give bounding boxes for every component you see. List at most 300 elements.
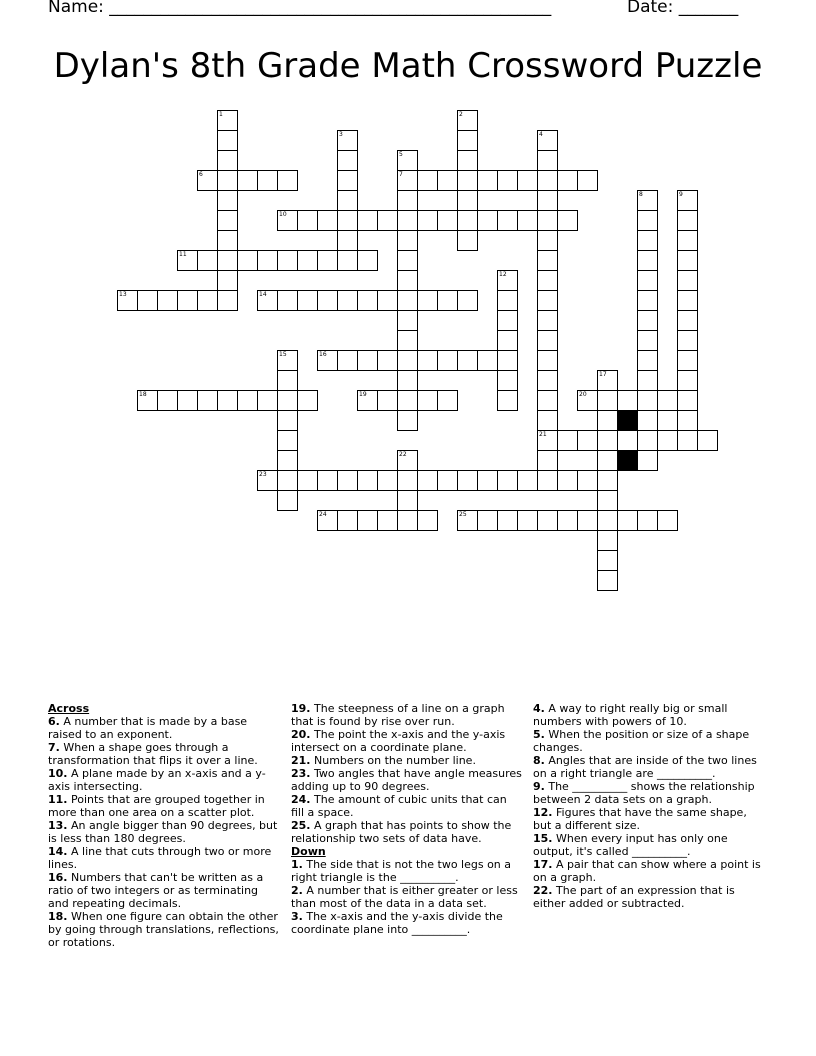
grid-cell[interactable] xyxy=(517,210,538,231)
grid-cell[interactable] xyxy=(637,370,658,391)
clue-section-heading: Across xyxy=(48,702,90,715)
grid-cell[interactable] xyxy=(217,390,238,411)
clue-text: Numbers on the number line. xyxy=(314,754,476,767)
grid-cell[interactable] xyxy=(477,170,498,191)
grid-cell[interactable] xyxy=(497,270,518,291)
grid-cell[interactable] xyxy=(317,210,338,231)
grid-cell[interactable] xyxy=(397,170,418,191)
clue-number: 19. xyxy=(291,702,311,715)
across-clue xyxy=(48,715,280,741)
grid-cell[interactable] xyxy=(417,210,438,231)
clue-text: A number that is made by a base raised to an exponent. xyxy=(48,715,248,741)
grid-cell[interactable] xyxy=(457,190,478,211)
date-field-label: Date: _______ xyxy=(627,0,739,17)
grid-cell[interactable] xyxy=(637,450,658,471)
grid-cell[interactable] xyxy=(637,430,658,451)
grid-cell[interactable] xyxy=(337,250,358,271)
grid-cell[interactable] xyxy=(397,270,418,291)
clue-number-label: 24 xyxy=(319,511,327,518)
clue-number-label: 4 xyxy=(539,131,543,138)
grid-cell[interactable] xyxy=(437,170,458,191)
grid-cell[interactable] xyxy=(677,330,698,351)
grid-cell[interactable] xyxy=(277,390,298,411)
grid-cell[interactable] xyxy=(217,290,238,311)
grid-cell[interactable] xyxy=(637,290,658,311)
grid-cell[interactable] xyxy=(537,330,558,351)
grid-cell[interactable] xyxy=(537,270,558,291)
down-clue xyxy=(533,728,765,754)
grid-cell[interactable] xyxy=(577,470,598,491)
grid-cell[interactable] xyxy=(437,290,458,311)
across-clue xyxy=(48,845,280,871)
grid-cell[interactable] xyxy=(197,290,218,311)
grid-cell[interactable] xyxy=(397,350,418,371)
grid-cell[interactable] xyxy=(537,350,558,371)
grid-cell[interactable] xyxy=(537,510,558,531)
grid-cell[interactable] xyxy=(337,470,358,491)
grid-cell[interactable] xyxy=(497,290,518,311)
grid-cell[interactable] xyxy=(377,470,398,491)
grid-cell[interactable] xyxy=(337,290,358,311)
grid-cell[interactable] xyxy=(677,190,698,211)
grid-cell[interactable] xyxy=(657,510,678,531)
grid-cell[interactable] xyxy=(337,210,358,231)
grid-cell[interactable] xyxy=(637,230,658,251)
grid-cell[interactable] xyxy=(577,510,598,531)
grid-cell[interactable] xyxy=(397,470,418,491)
grid-cell[interactable] xyxy=(597,430,618,451)
clue-text: A plane made by an x-axis and a y-axis intersecting. xyxy=(48,767,266,793)
grid-cell[interactable] xyxy=(217,170,238,191)
grid-cell[interactable] xyxy=(317,470,338,491)
grid-cell[interactable] xyxy=(537,450,558,471)
grid-cell[interactable] xyxy=(417,390,438,411)
grid-cell[interactable] xyxy=(517,510,538,531)
grid-cell[interactable] xyxy=(397,390,418,411)
grid-cell[interactable] xyxy=(397,290,418,311)
grid-cell[interactable] xyxy=(417,170,438,191)
grid-cell[interactable] xyxy=(397,330,418,351)
black-cell xyxy=(617,450,638,471)
grid-cell[interactable] xyxy=(557,210,578,231)
grid-cell[interactable] xyxy=(677,210,698,231)
clue-number: 11. xyxy=(48,793,68,806)
grid-cell[interactable] xyxy=(557,510,578,531)
clue-text: When one figure can obtain the other by going through translations, reflections, or rotations. xyxy=(48,910,279,949)
clue-number: 15. xyxy=(533,832,553,845)
grid-cell[interactable] xyxy=(237,250,258,271)
grid-cell[interactable] xyxy=(397,250,418,271)
grid-cell[interactable] xyxy=(277,250,298,271)
grid-cell[interactable] xyxy=(317,350,338,371)
grid-cell[interactable] xyxy=(457,150,478,171)
grid-cell[interactable] xyxy=(297,470,318,491)
grid-cell[interactable] xyxy=(357,510,378,531)
clue-text: A number that is either greater or less than most of the data in a data set. xyxy=(291,884,518,910)
grid-cell[interactable] xyxy=(497,470,518,491)
grid-cell[interactable] xyxy=(437,470,458,491)
down-clue xyxy=(533,832,765,858)
grid-cell[interactable] xyxy=(677,290,698,311)
clue-number-label: 5 xyxy=(399,151,403,158)
grid-cell[interactable] xyxy=(297,290,318,311)
grid-cell[interactable] xyxy=(677,270,698,291)
across-clue xyxy=(291,793,523,819)
clue-number: 7. xyxy=(48,741,60,754)
grid-cell[interactable] xyxy=(617,510,638,531)
grid-cell[interactable] xyxy=(417,350,438,371)
grid-cell[interactable] xyxy=(457,230,478,251)
grid-cell[interactable] xyxy=(417,470,438,491)
clue-text: A line that cuts through two or more lines. xyxy=(48,845,272,871)
grid-cell[interactable] xyxy=(677,370,698,391)
grid-cell[interactable] xyxy=(457,510,478,531)
grid-cell[interactable] xyxy=(597,550,618,571)
grid-cell[interactable] xyxy=(117,290,138,311)
grid-cell[interactable] xyxy=(597,510,618,531)
grid-cell[interactable] xyxy=(137,390,158,411)
grid-cell[interactable] xyxy=(637,190,658,211)
grid-cell[interactable] xyxy=(657,390,678,411)
grid-cell[interactable] xyxy=(217,250,238,271)
page-title: Dylan's 8th Grade Math Crossword Puzzle xyxy=(53,46,763,86)
grid-cell[interactable] xyxy=(357,250,378,271)
grid-cell[interactable] xyxy=(277,470,298,491)
clue-number-label: 9 xyxy=(679,191,683,198)
grid-cell[interactable] xyxy=(537,150,558,171)
grid-cell[interactable] xyxy=(677,230,698,251)
grid-cell[interactable] xyxy=(477,350,498,371)
down-clue xyxy=(291,910,523,936)
grid-cell[interactable] xyxy=(457,130,478,151)
across-clue xyxy=(291,702,523,728)
grid-cell[interactable] xyxy=(497,210,518,231)
clue-number-label: 3 xyxy=(339,131,343,138)
clue-number-label: 14 xyxy=(259,291,267,298)
grid-cell[interactable] xyxy=(397,410,418,431)
clue-number: 5. xyxy=(533,728,545,741)
grid-cell[interactable] xyxy=(497,350,518,371)
clue-number-label: 17 xyxy=(599,371,607,378)
clue-text: The x-axis and the y-axis divide the coordinate plane into __________. xyxy=(291,910,503,936)
down-clue xyxy=(533,884,765,910)
grid-cell[interactable] xyxy=(377,210,398,231)
grid-cell[interactable] xyxy=(257,390,278,411)
grid-cell[interactable] xyxy=(197,170,218,191)
grid-cell[interactable] xyxy=(597,470,618,491)
grid-cell[interactable] xyxy=(397,310,418,331)
clue-number-label: 15 xyxy=(279,351,287,358)
grid-cell[interactable] xyxy=(277,170,298,191)
grid-cell[interactable] xyxy=(177,290,198,311)
grid-cell[interactable] xyxy=(517,170,538,191)
clue-number: 16. xyxy=(48,871,68,884)
grid-cell[interactable] xyxy=(337,170,358,191)
grid-cell[interactable] xyxy=(637,210,658,231)
grid-cell[interactable] xyxy=(177,250,198,271)
grid-cell[interactable] xyxy=(497,170,518,191)
grid-cell[interactable] xyxy=(577,390,598,411)
clue-number-label: 20 xyxy=(579,391,587,398)
grid-cell[interactable] xyxy=(457,350,478,371)
grid-cell[interactable] xyxy=(537,170,558,191)
grid-cell[interactable] xyxy=(437,390,458,411)
grid-cell[interactable] xyxy=(237,170,258,191)
clue-text: The part of an expression that is either added or subtracted. xyxy=(533,884,735,910)
grid-cell[interactable] xyxy=(497,390,518,411)
grid-cell[interactable] xyxy=(277,450,298,471)
across-clue xyxy=(291,819,523,845)
clue-number: 14. xyxy=(48,845,68,858)
grid-cell[interactable] xyxy=(597,410,618,431)
grid-cell[interactable] xyxy=(677,250,698,271)
grid-cell[interactable] xyxy=(177,390,198,411)
clues-column-3 xyxy=(533,702,765,910)
grid-cell[interactable] xyxy=(537,190,558,211)
grid-cell[interactable] xyxy=(377,390,398,411)
grid-cell[interactable] xyxy=(397,490,418,511)
grid-cell[interactable] xyxy=(377,350,398,371)
grid-cell[interactable] xyxy=(597,390,618,411)
grid-cell[interactable] xyxy=(697,430,718,451)
clue-number-label: 18 xyxy=(139,391,147,398)
grid-cell[interactable] xyxy=(217,190,238,211)
grid-cell[interactable] xyxy=(217,270,238,291)
grid-cell[interactable] xyxy=(397,150,418,171)
grid-cell[interactable] xyxy=(637,350,658,371)
grid-cell[interactable] xyxy=(597,570,618,591)
across-clue xyxy=(291,754,523,767)
grid-cell[interactable] xyxy=(357,470,378,491)
grid-cell[interactable] xyxy=(597,450,618,471)
grid-cell[interactable] xyxy=(537,310,558,331)
grid-cell[interactable] xyxy=(397,450,418,471)
grid-cell[interactable] xyxy=(257,290,278,311)
clue-number: 21. xyxy=(291,754,311,767)
grid-cell[interactable] xyxy=(337,150,358,171)
grid-cell[interactable] xyxy=(337,350,358,371)
clue-number: 20. xyxy=(291,728,311,741)
grid-cell[interactable] xyxy=(457,210,478,231)
grid-cell[interactable] xyxy=(277,290,298,311)
grid-cell[interactable] xyxy=(537,290,558,311)
clue-number: 25. xyxy=(291,819,311,832)
grid-cell[interactable] xyxy=(437,210,458,231)
grid-cell[interactable] xyxy=(337,190,358,211)
down-clue xyxy=(291,858,523,884)
clue-text: When every input has only one output, it's called __________. xyxy=(533,832,728,858)
grid-cell[interactable] xyxy=(677,390,698,411)
grid-cell[interactable] xyxy=(637,250,658,271)
clue-section-heading: Down xyxy=(291,845,326,858)
grid-cell[interactable] xyxy=(537,430,558,451)
grid-cell[interactable] xyxy=(197,390,218,411)
grid-cell[interactable] xyxy=(537,210,558,231)
grid-cell[interactable] xyxy=(257,250,278,271)
grid-cell[interactable] xyxy=(217,110,238,131)
clue-number-label: 25 xyxy=(459,511,467,518)
grid-cell[interactable] xyxy=(477,510,498,531)
clue-number-label: 2 xyxy=(459,111,463,118)
grid-cell[interactable] xyxy=(377,290,398,311)
grid-cell[interactable] xyxy=(257,470,278,491)
clue-number: 10. xyxy=(48,767,68,780)
clue-text: Two angles that have angle measures adding up to 90 degrees. xyxy=(291,767,522,793)
grid-cell[interactable] xyxy=(457,170,478,191)
clue-text: The __________ shows the relationship between 2 data sets on a graph. xyxy=(533,780,755,806)
grid-cell[interactable] xyxy=(317,510,338,531)
clue-text: The steepness of a line on a graph that is found by rise over run. xyxy=(291,702,505,728)
down-clue xyxy=(533,754,765,780)
grid-cell[interactable] xyxy=(197,250,218,271)
grid-cell[interactable] xyxy=(397,510,418,531)
clue-number: 8. xyxy=(533,754,545,767)
grid-cell[interactable] xyxy=(277,490,298,511)
down-clue xyxy=(533,702,765,728)
grid-cell[interactable] xyxy=(557,430,578,451)
grid-cell[interactable] xyxy=(157,390,178,411)
grid-cell[interactable] xyxy=(617,390,638,411)
grid-cell[interactable] xyxy=(237,390,258,411)
grid-cell[interactable] xyxy=(217,230,238,251)
grid-cell[interactable] xyxy=(157,290,178,311)
clue-text: The amount of cubic units that can fill a space. xyxy=(291,793,507,819)
grid-cell[interactable] xyxy=(617,430,638,451)
clue-number-label: 10 xyxy=(279,211,287,218)
grid-cell[interactable] xyxy=(477,210,498,231)
grid-cell[interactable] xyxy=(537,410,558,431)
clue-number-label: 7 xyxy=(399,171,403,178)
clue-number: 1. xyxy=(291,858,303,871)
down-clue xyxy=(533,858,765,884)
black-cell xyxy=(617,410,638,431)
grid-cell[interactable] xyxy=(597,530,618,551)
clue-number-label: 8 xyxy=(639,191,643,198)
grid-cell[interactable] xyxy=(537,130,558,151)
grid-cell[interactable] xyxy=(397,190,418,211)
clue-number: 3. xyxy=(291,910,303,923)
clue-text: When a shape goes through a transformation that flips it over a line. xyxy=(48,741,258,767)
across-clue xyxy=(48,871,280,910)
grid-cell[interactable] xyxy=(677,410,698,431)
grid-cell[interactable] xyxy=(557,470,578,491)
grid-cell[interactable] xyxy=(457,110,478,131)
grid-cell[interactable] xyxy=(437,350,458,371)
grid-cell[interactable] xyxy=(397,230,418,251)
clue-text: An angle bigger than 90 degrees, but is less than 180 degrees. xyxy=(48,819,278,845)
grid-cell[interactable] xyxy=(457,290,478,311)
grid-cell[interactable] xyxy=(357,210,378,231)
clue-number: 23. xyxy=(291,767,311,780)
grid-cell[interactable] xyxy=(497,310,518,331)
grid-cell[interactable] xyxy=(537,230,558,251)
grid-cell[interactable] xyxy=(217,130,238,151)
clue-number: 13. xyxy=(48,819,68,832)
grid-cell[interactable] xyxy=(297,250,318,271)
grid-cell[interactable] xyxy=(497,330,518,351)
grid-cell[interactable] xyxy=(597,370,618,391)
grid-cell[interactable] xyxy=(577,170,598,191)
grid-cell[interactable] xyxy=(557,170,578,191)
grid-cell[interactable] xyxy=(417,510,438,531)
grid-cell[interactable] xyxy=(277,350,298,371)
grid-cell[interactable] xyxy=(357,390,378,411)
grid-cell[interactable] xyxy=(277,370,298,391)
grid-cell[interactable] xyxy=(217,210,238,231)
grid-cell[interactable] xyxy=(637,390,658,411)
grid-cell[interactable] xyxy=(257,170,278,191)
grid-cell[interactable] xyxy=(397,370,418,391)
grid-cell[interactable] xyxy=(337,130,358,151)
grid-cell[interactable] xyxy=(537,250,558,271)
clue-number-label: 22 xyxy=(399,451,407,458)
clue-number: 9. xyxy=(533,780,545,793)
grid-cell[interactable] xyxy=(277,430,298,451)
grid-cell[interactable] xyxy=(277,410,298,431)
grid-cell[interactable] xyxy=(477,470,498,491)
grid-cell[interactable] xyxy=(317,290,338,311)
grid-cell[interactable] xyxy=(337,510,358,531)
clue-number: 4. xyxy=(533,702,545,715)
clue-text: The point the x-axis and the y-axis intersect on a coordinate plane. xyxy=(291,728,506,754)
grid-cell[interactable] xyxy=(357,350,378,371)
grid-cell[interactable] xyxy=(357,290,378,311)
grid-cell[interactable] xyxy=(677,430,698,451)
down-clue xyxy=(291,884,523,910)
grid-cell[interactable] xyxy=(637,270,658,291)
grid-cell[interactable] xyxy=(497,510,518,531)
grid-cell[interactable] xyxy=(537,370,558,391)
clue-text: When the position or size of a shape changes. xyxy=(533,728,750,754)
grid-cell[interactable] xyxy=(637,330,658,351)
grid-cell[interactable] xyxy=(597,490,618,511)
clue-number: 2. xyxy=(291,884,303,897)
clue-number-label: 21 xyxy=(539,431,547,438)
grid-cell[interactable] xyxy=(217,150,238,171)
grid-cell[interactable] xyxy=(677,310,698,331)
grid-cell[interactable] xyxy=(677,350,698,371)
clue-text: A way to right really big or small numbers with powers of 10. xyxy=(533,702,728,728)
clue-number-label: 23 xyxy=(259,471,267,478)
clue-text: Angles that are inside of the two lines on a right triangle are __________. xyxy=(533,754,757,780)
grid-cell[interactable] xyxy=(317,250,338,271)
grid-cell[interactable] xyxy=(637,310,658,331)
grid-cell[interactable] xyxy=(377,510,398,531)
grid-cell[interactable] xyxy=(137,290,158,311)
grid-cell[interactable] xyxy=(297,390,318,411)
grid-cell[interactable] xyxy=(337,230,358,251)
grid-cell[interactable] xyxy=(657,430,678,451)
clue-number-label: 11 xyxy=(179,251,187,258)
clue-number-label: 12 xyxy=(499,271,507,278)
grid-cell[interactable] xyxy=(537,390,558,411)
clue-text: A pair that can show where a point is on a graph. xyxy=(533,858,761,884)
grid-cell[interactable] xyxy=(397,210,418,231)
grid-cell[interactable] xyxy=(457,470,478,491)
grid-cell[interactable] xyxy=(517,470,538,491)
down-clue xyxy=(533,806,765,832)
clues-column-2 xyxy=(291,702,523,936)
grid-cell[interactable] xyxy=(637,410,658,431)
grid-cell[interactable] xyxy=(537,470,558,491)
grid-cell[interactable] xyxy=(297,210,318,231)
grid-cell[interactable] xyxy=(577,430,598,451)
grid-cell[interactable] xyxy=(497,370,518,391)
grid-cell[interactable] xyxy=(277,210,298,231)
grid-cell[interactable] xyxy=(417,290,438,311)
clue-number: 17. xyxy=(533,858,553,871)
grid-cell[interactable] xyxy=(637,510,658,531)
